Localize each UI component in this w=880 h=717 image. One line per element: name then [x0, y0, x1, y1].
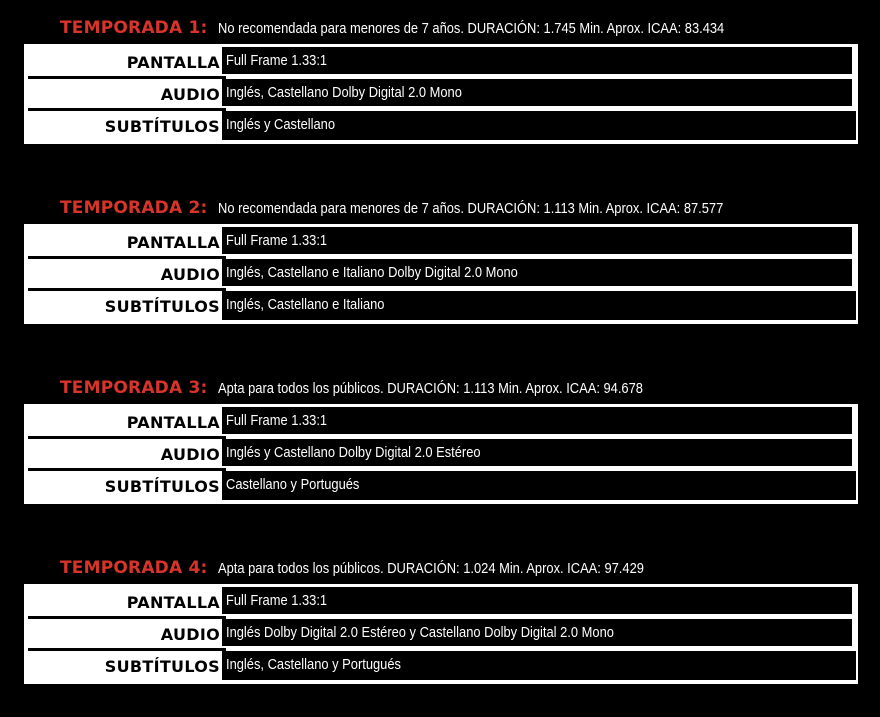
spec-value-text: Inglés, Castellano Dolby Digital 2.0 Mono: [226, 84, 462, 101]
season-header: [24, 377, 858, 399]
spec-label: PANTALLA: [24, 407, 220, 439]
spec-value: [222, 619, 852, 646]
spec-table: [24, 584, 858, 684]
season-block-2: [24, 197, 858, 324]
spec-value: [222, 471, 856, 500]
season-title: TEMPORADA 4:: [60, 558, 208, 578]
season-header: [24, 557, 858, 579]
spec-value-text: Inglés, Castellano e Italiano Dolby Digital 2.0 Mono: [226, 264, 518, 281]
spec-value: [222, 439, 852, 466]
season-header: [24, 17, 858, 39]
spec-label: SUBTÍTULOS: [104, 297, 220, 316]
spec-row-pantalla: [24, 407, 858, 439]
spec-value: [222, 587, 852, 614]
spec-label: AUDIO: [24, 619, 220, 651]
season-info: Apta para todos los públicos. DURACIÓN: 1.113 Min. Aprox. ICAA: 94.678: [217, 379, 643, 397]
season-info: No recomendada para menores de 7 años. DURACIÓN: 1.113 Min. Aprox. ICAA: 87.577: [217, 199, 723, 217]
season-info: Apta para todos los públicos. DURACIÓN: 1.024 Min. Aprox. ICAA: 97.429: [217, 559, 644, 577]
spec-value: [222, 651, 856, 680]
spec-value: [222, 259, 852, 286]
spec-row-pantalla: [24, 587, 858, 619]
season-block-4: [24, 557, 858, 684]
spec-table: [24, 224, 858, 324]
spec-value-text: Castellano y Portugués: [226, 476, 360, 493]
spec-value: [222, 47, 852, 74]
season-info: No recomendada para menores de 7 años. DURACIÓN: 1.745 Min. Aprox. ICAA: 83.434: [217, 19, 724, 37]
spec-label: PANTALLA: [24, 587, 220, 619]
season-header: [24, 197, 858, 219]
spec-value-text: Full Frame 1.33:1: [226, 412, 328, 429]
spec-value: [222, 111, 856, 140]
spec-value-text: Inglés, Castellano y Portugués: [226, 656, 401, 673]
season-title: TEMPORADA 2:: [60, 198, 208, 218]
season-block-1: [24, 17, 858, 144]
spec-row-audio: [24, 79, 858, 111]
spec-label: PANTALLA: [24, 227, 220, 259]
spec-label: AUDIO: [24, 259, 220, 291]
spec-label: SUBTÍTULOS: [104, 477, 220, 496]
spec-value-text: Inglés Dolby Digital 2.0 Estéreo y Castellano Dolby Digital 2.0 Mono: [226, 624, 614, 641]
spec-value-text: Full Frame 1.33:1: [226, 232, 328, 249]
spec-row-pantalla: [24, 227, 858, 259]
season-title: TEMPORADA 1:: [60, 18, 208, 38]
season-title: TEMPORADA 3:: [60, 378, 208, 398]
spec-value-text: Inglés y Castellano: [226, 116, 336, 133]
spec-row-pantalla: [24, 47, 858, 79]
spec-label: AUDIO: [24, 79, 220, 111]
spec-row-subtitulos: [24, 471, 858, 503]
spec-value-text: Full Frame 1.33:1: [226, 52, 328, 69]
spec-label: AUDIO: [24, 439, 220, 471]
spec-label: SUBTÍTULOS: [104, 657, 220, 676]
spec-table: [24, 44, 858, 144]
spec-value-text: Inglés y Castellano Dolby Digital 2.0 Estéreo: [226, 444, 481, 461]
spec-row-subtitulos: [24, 291, 858, 323]
spec-value-text: Full Frame 1.33:1: [226, 592, 328, 609]
spec-table: [24, 404, 858, 504]
spec-value: [222, 79, 852, 106]
spec-row-audio: [24, 439, 858, 471]
spec-row-subtitulos: [24, 651, 858, 683]
spec-value-text: Inglés, Castellano e Italiano: [226, 296, 385, 313]
spec-value: [222, 407, 852, 434]
spec-row-audio: [24, 259, 858, 291]
season-block-3: [24, 377, 858, 504]
spec-row-audio: [24, 619, 858, 651]
spec-row-subtitulos: [24, 111, 858, 143]
spec-label: SUBTÍTULOS: [104, 117, 220, 136]
spec-value: [222, 291, 856, 320]
spec-value: [222, 227, 852, 254]
spec-label: PANTALLA: [24, 47, 220, 79]
